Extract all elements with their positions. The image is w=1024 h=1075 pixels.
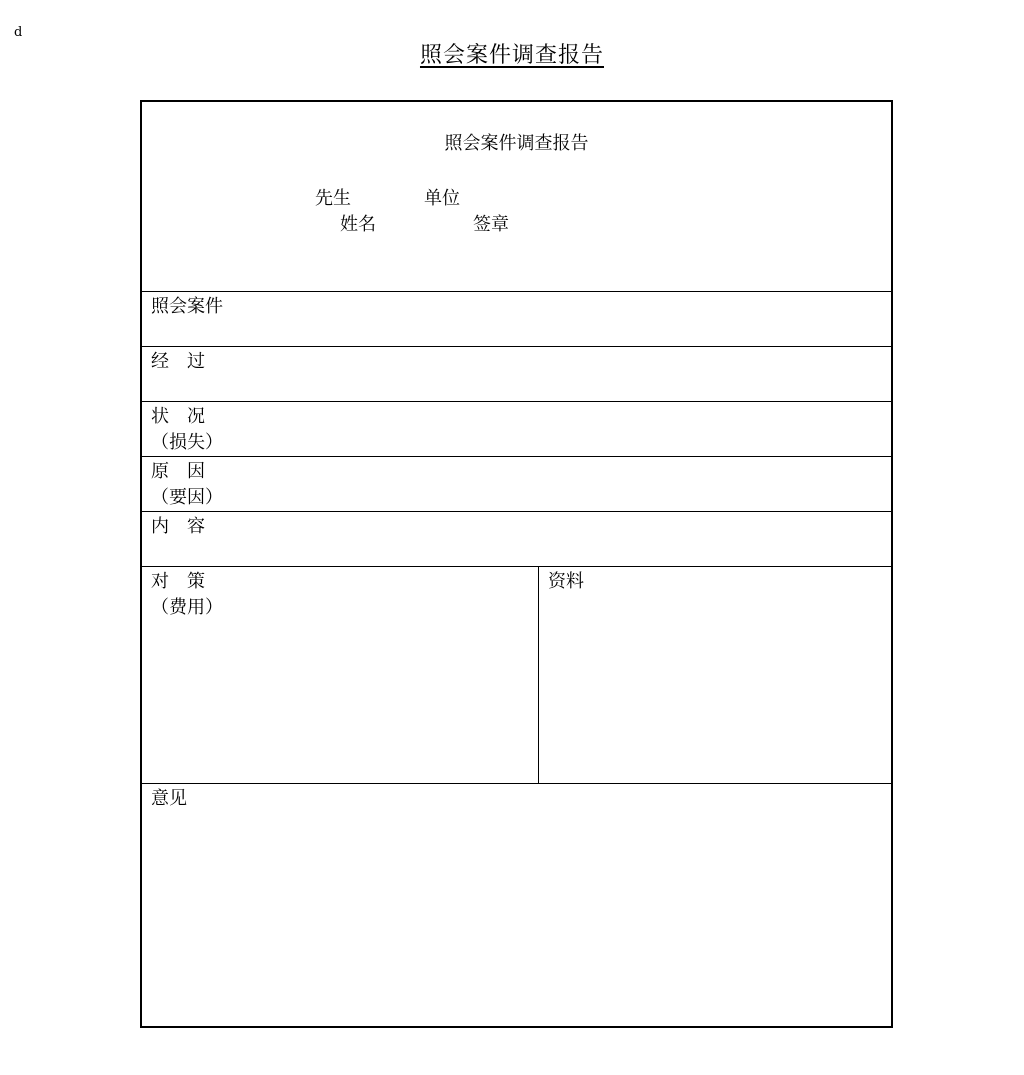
corner-mark: d [14, 25, 23, 40]
materials-label: 资料 [548, 571, 584, 592]
unit-label: 单位 [424, 188, 460, 209]
measures-sublabel: （费用） [151, 597, 223, 618]
cause-sublabel: （要因） [151, 487, 223, 508]
status-label: 状 况 [151, 406, 205, 427]
mr-label: 先生 [315, 188, 351, 209]
cause-label: 原 因 [151, 461, 205, 482]
row-divider [142, 291, 891, 292]
row-divider [142, 566, 891, 567]
row-divider [142, 511, 891, 512]
status-sublabel: （损失） [151, 432, 223, 453]
process-label: 经 过 [151, 351, 205, 372]
name-label: 姓名 [340, 214, 376, 235]
report-form [140, 100, 893, 1028]
page-title-text: 照会案件调查报告 [419, 43, 604, 68]
measures-label: 对 策 [151, 571, 205, 592]
case-label: 照会案件 [151, 296, 223, 317]
page-title [0, 42, 1024, 70]
column-divider [538, 566, 539, 783]
row-divider [142, 401, 891, 402]
signature-label: 签章 [473, 214, 509, 235]
opinion-label: 意见 [151, 788, 187, 809]
content-label: 内 容 [151, 516, 205, 537]
row-divider [142, 346, 891, 347]
row-divider [142, 783, 891, 784]
form-title: 照会案件调查报告 [444, 133, 589, 154]
row-divider [142, 456, 891, 457]
